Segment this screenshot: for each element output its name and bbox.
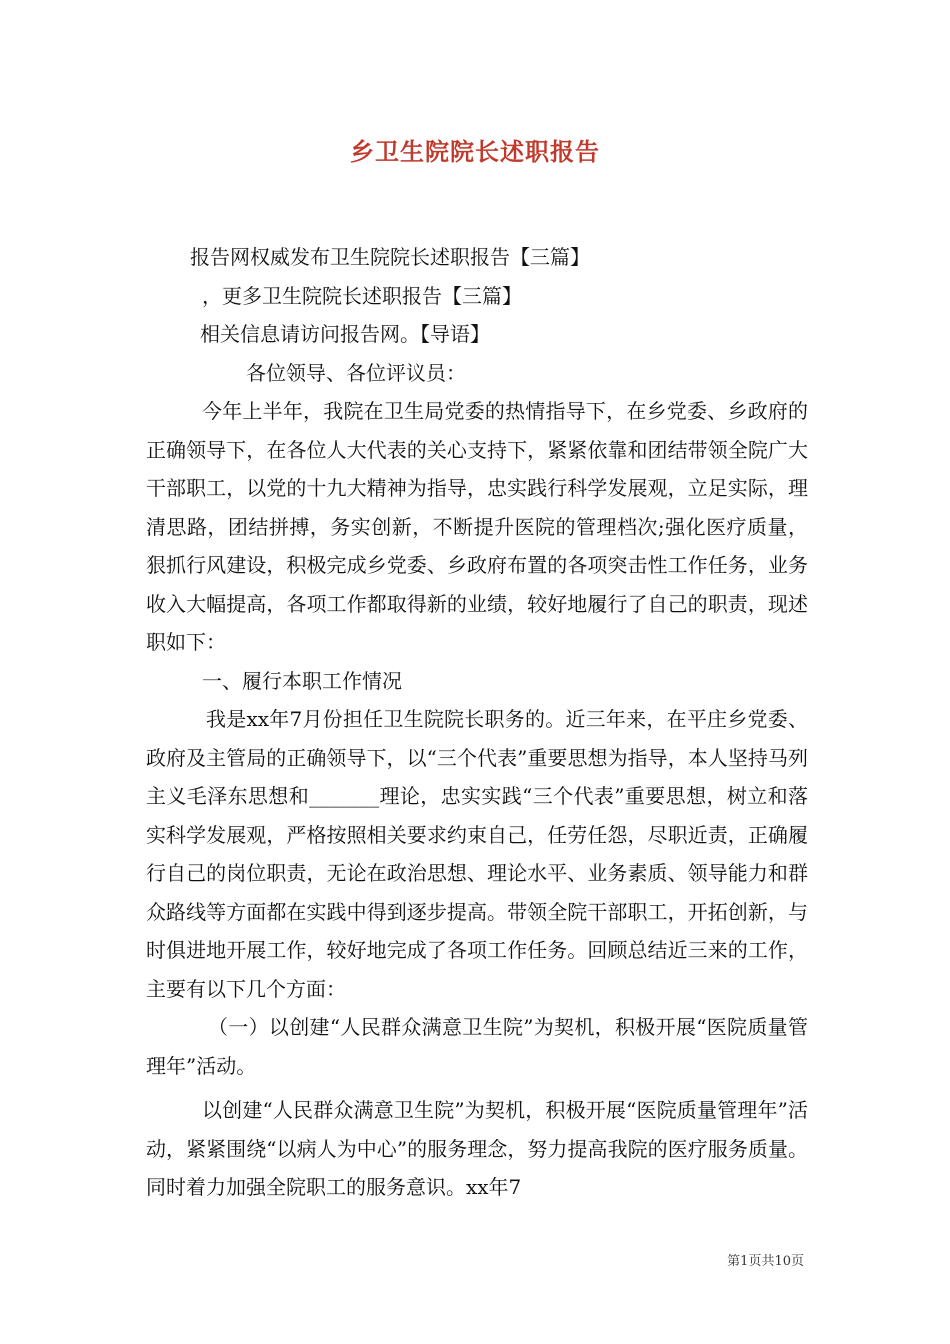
subsection-heading-1: （一）以创建“人民群众满意卫生院”为契机，积极开展“医院质量管理年”活动。 [146,1015,808,1078]
paragraph-subsection-1: 以创建“人民群众满意卫生院”为契机，积极开展“医院质量管理年”活动，紧紧围绕“以病人为中心”的服务理念，努力提高我院的医疗服务质量。同时着力加强全院职工的服务意识。xx年7 [146,1098,808,1199]
document-body [146,238,808,1207]
document-title: 乡卫生院院长述职报告 [350,137,600,166]
section-heading-1: 一、履行本职工作情况 [202,668,402,693]
paragraph-intro-1: 报告网权威发布卫生院院长述职报告【三篇】 [190,245,590,269]
paragraph-intro-2: ，更多卫生院院长述职报告【三篇】 [202,283,522,308]
paragraph-opening: 今年上半年，我院在卫生局党委的热情指导下，在乡党委、乡政府的正确领导下，在各位人大代表的关心支持下，紧紧依靠和团结带领全院广大干部职工，以党的十九大精神为指导，忠实践行科学发展观，立足实际，理清思路，团结拼搏，务实创新，不断提升医院的管理档次;强化医疗质量，狠抓行风建设，积极完成乡党委、乡政府布置的各项突击性工作任务，业务收入大幅提高，各项工作都取得新的业绩，较好地履行了自己的职责，现述职如下： [146,399,808,654]
page-number-footer: 第1页共10页 [727,1254,804,1269]
paragraph-salutation: 各位领导、各位评议员： [246,360,466,385]
paragraph-intro-3: 相关信息请访问报告网。【导语】 [200,322,490,346]
paragraph-section-1: 我是xx年7月份担任卫生院院长职务的。近三年来，在平庄乡党委、政府及主管局的正确领导下，以“三个代表”重要思想为指导，本人坚持马列主义毛泽东思想和_______理论，忠实实践“三个代表”重要思想，树立和落实科学发展观，严格按照相关要求约束自己，任劳任怨，尽职近责，正确履行自己的岗位职责，无论在政治思想、理论水平、业务素质、领导能力和群众路线等方面都在实践中得到逐步提高。带领全院干部职工，开拓创新，与时俱进地开展工作，较好地完成了各项工作任务。回顾总结近三来的工作，主要有以下几个方面： [146,707,808,1001]
